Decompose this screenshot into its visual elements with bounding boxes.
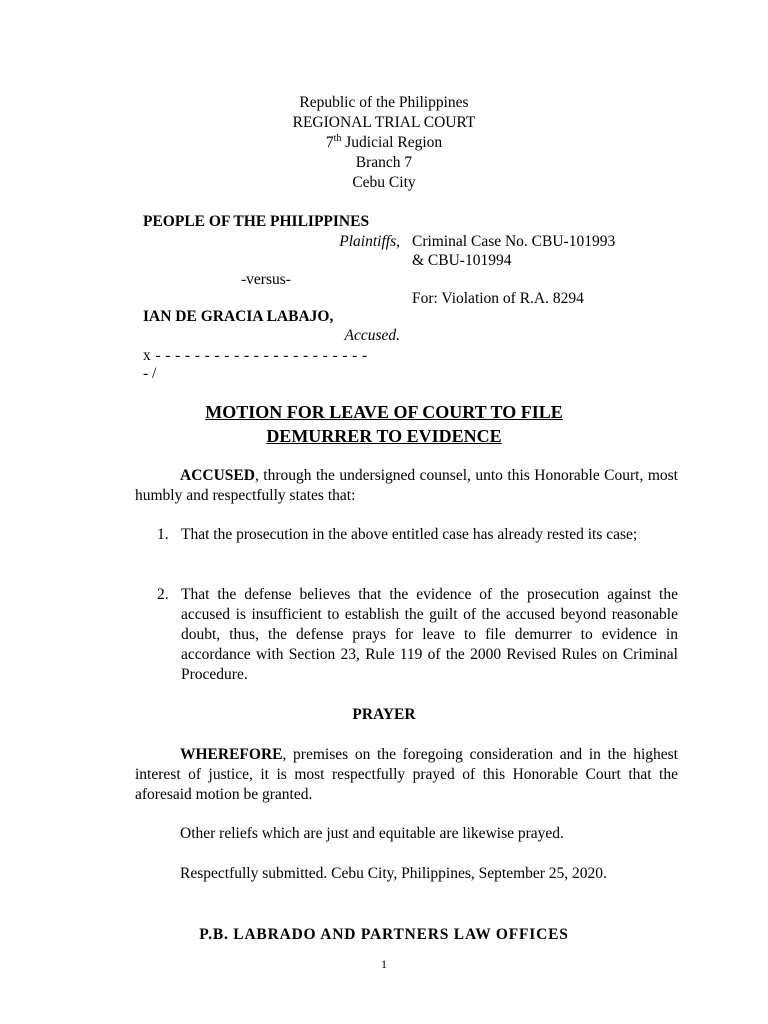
page-number: 1 <box>381 957 387 971</box>
prayer-heading: PRAYER <box>352 706 416 723</box>
list-item-text: That the defense believes that the evidence of the prosecution against the accused is insufficient to establish the guilt of the accused beyond reasonable doubt, thus, the defense prays for leave to file demurrer to evidence in accordance with Section 23, Rule 119 of the 2000 Revised Rules on Criminal Procedure. <box>181 586 678 683</box>
caption-plaintiff-role: Plaintiffs, <box>339 233 400 250</box>
law-firm-name: P.B. LABRADO AND PARTNERS LAW OFFICES <box>199 926 569 943</box>
header-city: Cebu City <box>352 174 416 191</box>
caption-plaintiff: PEOPLE OF THE PHILIPPINES <box>143 213 370 230</box>
respectfully-submitted: Respectfully submitted. Cebu City, Philippines, September 25, 2020. <box>180 865 607 882</box>
caption-violation: For: Violation of R.A. 8294 <box>412 290 584 307</box>
motion-title-line2: DEMURRER TO EVIDENCE <box>266 426 502 446</box>
prayer-text: , premises on the foregoing consideration and in the highest interest of justice, it is most respectfully prayed of this Honorable Court that the aforesaid motion be granted. <box>135 746 678 803</box>
list-item-number: 1. <box>157 526 169 543</box>
list-item-text: That the prosecution in the above entitled case has already rested its case; <box>181 526 638 543</box>
caption-case-no-2: & CBU-101994 <box>412 252 512 269</box>
header-region <box>0 133 768 153</box>
caption-versus: -versus- <box>241 271 291 288</box>
motion-title-line1: MOTION FOR LEAVE OF COURT TO FILE <box>205 402 563 422</box>
header-region-rest: Judicial Region <box>341 134 443 151</box>
header-republic: Republic of the Philippines <box>299 94 469 111</box>
prayer-paragraph <box>135 745 678 805</box>
intro-lead: ACCUSED <box>180 467 255 484</box>
header-branch: Branch 7 <box>355 154 413 171</box>
caption-accused-role: Accused. <box>344 327 400 344</box>
other-reliefs: Other reliefs which are just and equitable are likewise prayed. <box>180 825 564 842</box>
caption-accused: IAN DE GRACIA LABAJO, <box>143 308 334 325</box>
caption-case-no-1: Criminal Case No. CBU-101993 <box>412 233 616 250</box>
prayer-lead: WHEREFORE <box>180 746 283 763</box>
header-region-num: 7 <box>325 134 334 151</box>
caption-divider: x - - - - - - - - - - - - - - - - - - - - - - <box>143 347 368 364</box>
list-item-number: 2. <box>157 586 169 603</box>
header-court: REGIONAL TRIAL COURT <box>292 114 476 131</box>
caption-divider-end: - / <box>143 365 157 382</box>
intro-paragraph <box>135 466 678 506</box>
header-region-sup: th <box>333 132 342 144</box>
intro-text: , through the undersigned counsel, unto this Honorable Court, most humbly and respectfully states that: <box>135 467 678 504</box>
